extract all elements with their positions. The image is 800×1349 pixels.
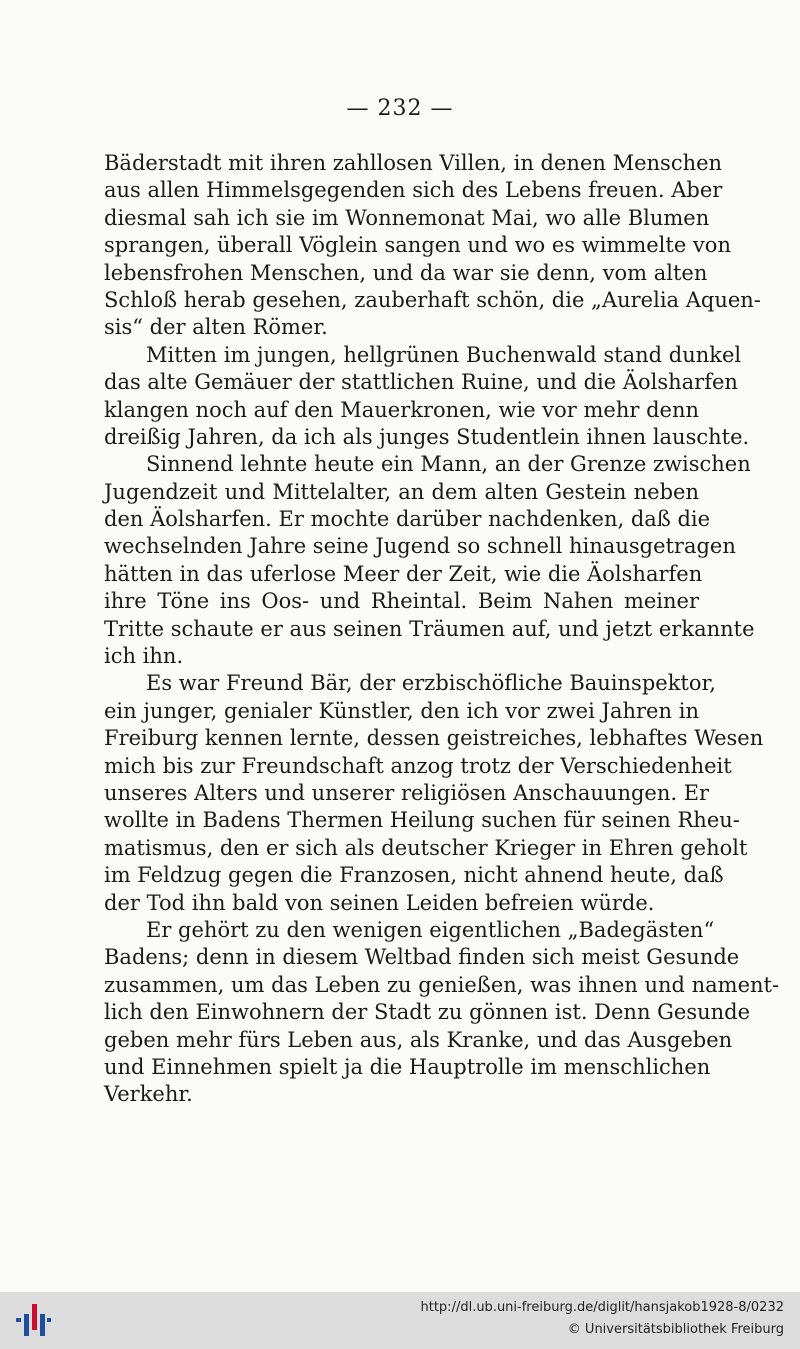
text-line: Schloß herab gesehen, zauberhaft schön, die „Aurelia Aquen-: [104, 287, 761, 312]
paragraph: [104, 451, 755, 670]
text-line: sis“ der alten Römer.: [104, 315, 328, 340]
text-line: ein junger, genialer Künstler, den ich vor zwei Jahren in: [104, 698, 699, 723]
footer-bar: [0, 1292, 800, 1349]
text-line: zusammen, um das Leben zu genießen, was ihnen und nament-: [104, 972, 780, 997]
text-line: unseres Alters und unserer religiösen Anschauungen. Er: [104, 780, 710, 805]
text-line: und Einnehmen spielt ja die Hauptrolle im menschlichen: [104, 1054, 711, 1079]
text-line: lebensfrohen Menschen, und da war sie denn, vom alten: [104, 260, 708, 285]
text-line: Verkehr.: [104, 1082, 193, 1107]
copyright-notice: © Universitätsbibliothek Freiburg: [567, 1322, 784, 1337]
paragraph: [104, 670, 764, 917]
text-line: Tritte schaute er aus seinen Träumen auf, und jetzt erkannte: [104, 616, 755, 641]
paragraph: [104, 917, 780, 1109]
text-line: ihre Töne ins Oos- und Rheintal. Beim Nahen meiner: [104, 589, 699, 614]
text-line: wechselnden Jahre seine Jugend so schnell hinausgetragen: [104, 534, 736, 559]
text-line: das alte Gemäuer der stattlichen Ruine, und die Äolsharfen: [104, 370, 738, 395]
text-line: Bäderstadt mit ihren zahllosen Villen, in denen Menschen: [104, 151, 723, 175]
text-line: matismus, den er sich als deutscher Krieger in Ehren geholt: [104, 835, 748, 860]
text-line: hätten in das uferlose Meer der Zeit, wie die Äolsharfen: [104, 561, 703, 586]
text-line: lich den Einwohnern der Stadt zu gönnen ist. Denn Gesunde: [104, 1000, 751, 1025]
text-line: diesmal sah ich sie im Wonnemonat Mai, wo alle Blumen: [104, 205, 710, 230]
text-line: sprangen, überall Vöglein sangen und wo es wimmelte von: [104, 233, 731, 258]
text-line: mich bis zur Freundschaft anzog trotz der Verschiedenheit: [104, 753, 732, 778]
text-line: Es war Freund Bär, der erzbischöfliche Bauinspektor,: [146, 671, 716, 696]
page-number: — 232 —: [346, 96, 454, 121]
paragraph: [104, 150, 761, 342]
page-text: [104, 150, 780, 1109]
text-line: Sinnend lehnte heute ein Mann, an der Grenze zwischen: [146, 452, 751, 477]
text-line: aus allen Himmelsgegenden sich des Lebens freuen. Aber: [104, 178, 723, 203]
text-line: geben mehr fürs Leben aus, als Kranke, und das Ausgeben: [104, 1027, 733, 1052]
text-line: Badens; denn in diesem Weltbad finden sich meist Gesunde: [104, 945, 740, 970]
text-line: Jugendzeit und Mittelalter, an dem alten Gestein neben: [104, 479, 699, 504]
text-line: wollte in Badens Thermen Heilung suchen für seinen Rheu-: [104, 808, 740, 833]
text-line: Mitten im jungen, hellgrünen Buchenwald stand dunkel: [146, 342, 742, 367]
text-line: der Tod ihn bald von seinen Leiden befreien würde.: [104, 890, 655, 915]
library-logo-icon: [12, 1300, 52, 1340]
text-line: den Äolsharfen. Er mochte darüber nachdenken, daß die: [104, 507, 711, 532]
text-line: im Feldzug gegen die Franzosen, nicht ahnend heute, daß: [104, 863, 724, 888]
paragraph: [104, 342, 750, 452]
text-line: klangen noch auf den Mauerkronen, wie vor mehr denn: [104, 397, 700, 422]
text-line: Freiburg kennen lernte, dessen geistreiches, lebhaftes Wesen: [104, 726, 764, 751]
text-line: ich ihn.: [104, 644, 184, 669]
source-url-link[interactable]: http://dl.ub.uni-freiburg.de/diglit/hansjakob1928-8/0232: [420, 1300, 784, 1315]
text-line: dreißig Jahren, da ich als junges Studentlein ihnen lauschte.: [104, 424, 750, 449]
text-line: Er gehört zu den wenigen eigentlichen „Badegästen“: [146, 917, 715, 942]
